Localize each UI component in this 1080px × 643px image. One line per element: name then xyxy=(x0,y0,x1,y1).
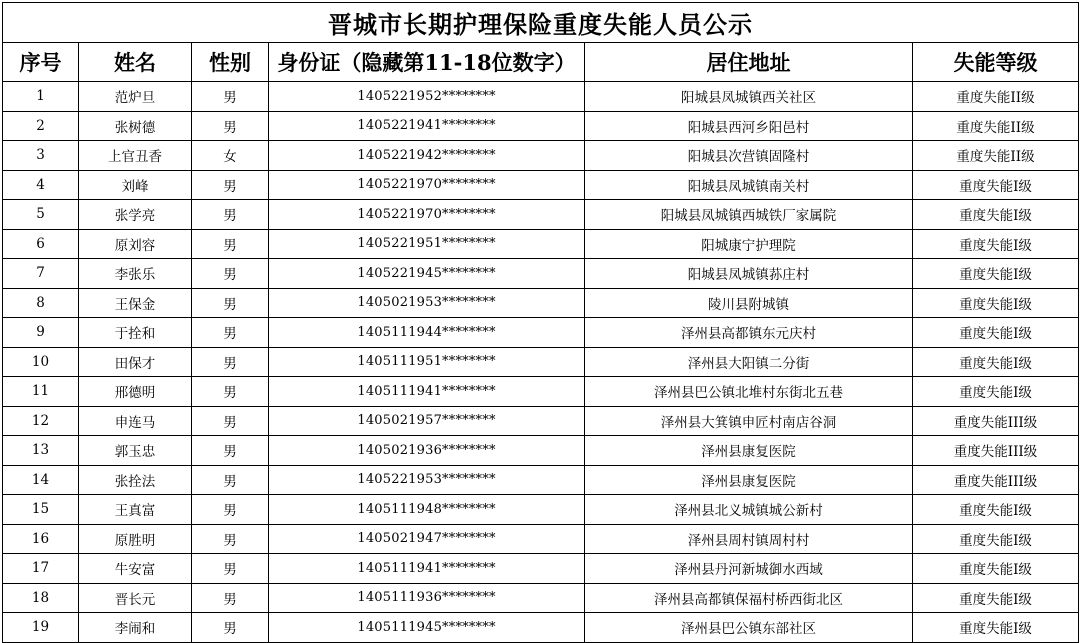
cell-no: 5 xyxy=(3,200,79,230)
cell-name: 刘峰 xyxy=(79,170,192,200)
table-row xyxy=(3,554,1079,584)
cell-address: 阳城县凤城镇西关社区 xyxy=(585,82,913,112)
cell-level: 重度失能II级 xyxy=(913,82,1079,112)
cell-gender: 男 xyxy=(192,495,269,525)
cell-id: 1405021953******** xyxy=(269,288,585,318)
cell-name: 郭玉忠 xyxy=(79,436,192,466)
cell-id: 1405111951******** xyxy=(269,347,585,377)
column-header-gender: 性别 xyxy=(192,43,269,82)
cell-address: 泽州县周村镇周村村 xyxy=(585,524,913,554)
cell-id: 1405221970******** xyxy=(269,170,585,200)
cell-no: 6 xyxy=(3,229,79,259)
cell-gender: 男 xyxy=(192,436,269,466)
cell-name: 范炉旦 xyxy=(79,82,192,112)
cell-id: 1405221951******** xyxy=(269,229,585,259)
cell-address: 阳城康宁护理院 xyxy=(585,229,913,259)
table-row xyxy=(3,82,1079,112)
roster-body xyxy=(3,82,1079,643)
table-row xyxy=(3,141,1079,171)
column-header-level: 失能等级 xyxy=(913,43,1079,82)
table-row xyxy=(3,200,1079,230)
cell-gender: 女 xyxy=(192,141,269,171)
cell-no: 13 xyxy=(3,436,79,466)
table-row xyxy=(3,347,1079,377)
cell-gender: 男 xyxy=(192,111,269,141)
cell-address: 陵川县附城镇 xyxy=(585,288,913,318)
cell-name: 于拴和 xyxy=(79,318,192,348)
table-row xyxy=(3,229,1079,259)
cell-level: 重度失能III级 xyxy=(913,465,1079,495)
cell-gender: 男 xyxy=(192,554,269,584)
cell-address: 阳城县凤城镇西城铁厂家属院 xyxy=(585,200,913,230)
cell-no: 14 xyxy=(3,465,79,495)
cell-gender: 男 xyxy=(192,318,269,348)
cell-no: 10 xyxy=(3,347,79,377)
cell-no: 17 xyxy=(3,554,79,584)
cell-address: 泽州县巴公镇东部社区 xyxy=(585,613,913,643)
cell-gender: 男 xyxy=(192,82,269,112)
cell-no: 19 xyxy=(3,613,79,643)
cell-name: 牛安富 xyxy=(79,554,192,584)
title-row xyxy=(3,3,1079,43)
cell-id: 1405021936******** xyxy=(269,436,585,466)
cell-gender: 男 xyxy=(192,377,269,407)
cell-name: 张拴法 xyxy=(79,465,192,495)
cell-level: 重度失能I级 xyxy=(913,259,1079,289)
cell-level: 重度失能I级 xyxy=(913,377,1079,407)
table-row xyxy=(3,288,1079,318)
table-row xyxy=(3,613,1079,643)
cell-address: 阳城县西河乡阳邑村 xyxy=(585,111,913,141)
cell-no: 9 xyxy=(3,318,79,348)
cell-level: 重度失能I级 xyxy=(913,613,1079,643)
cell-address: 泽州县高都镇东元庆村 xyxy=(585,318,913,348)
cell-no: 8 xyxy=(3,288,79,318)
cell-name: 李闹和 xyxy=(79,613,192,643)
cell-name: 晋长元 xyxy=(79,583,192,613)
cell-level: 重度失能I级 xyxy=(913,288,1079,318)
cell-id: 1405221953******** xyxy=(269,465,585,495)
column-header-id: 身份证（隐藏第11-18位数字） xyxy=(269,43,585,82)
cell-gender: 男 xyxy=(192,465,269,495)
cell-address: 泽州县丹河新城御水西域 xyxy=(585,554,913,584)
cell-gender: 男 xyxy=(192,229,269,259)
cell-id: 1405111944******** xyxy=(269,318,585,348)
table-row xyxy=(3,465,1079,495)
cell-no: 11 xyxy=(3,377,79,407)
cell-level: 重度失能I级 xyxy=(913,170,1079,200)
cell-address: 泽州县康复医院 xyxy=(585,436,913,466)
cell-name: 原胜明 xyxy=(79,524,192,554)
roster-table xyxy=(2,2,1079,643)
cell-no: 3 xyxy=(3,141,79,171)
cell-level: 重度失能I级 xyxy=(913,318,1079,348)
cell-gender: 男 xyxy=(192,583,269,613)
cell-id: 1405111948******** xyxy=(269,495,585,525)
cell-no: 16 xyxy=(3,524,79,554)
cell-address: 阳城县凤城镇南关村 xyxy=(585,170,913,200)
cell-name: 申连马 xyxy=(79,406,192,436)
cell-id: 1405111936******** xyxy=(269,583,585,613)
cell-no: 1 xyxy=(3,82,79,112)
table-row xyxy=(3,436,1079,466)
table-row xyxy=(3,111,1079,141)
cell-gender: 男 xyxy=(192,347,269,377)
cell-level: 重度失能I级 xyxy=(913,524,1079,554)
cell-address: 泽州县北义城镇城公新村 xyxy=(585,495,913,525)
page-title: 晋城市长期护理保险重度失能人员公示 xyxy=(3,3,1079,43)
cell-id: 1405111941******** xyxy=(269,554,585,584)
cell-address: 阳城县次营镇固隆村 xyxy=(585,141,913,171)
cell-no: 18 xyxy=(3,583,79,613)
cell-gender: 男 xyxy=(192,259,269,289)
table-row xyxy=(3,170,1079,200)
cell-no: 2 xyxy=(3,111,79,141)
cell-no: 12 xyxy=(3,406,79,436)
column-header-address: 居住地址 xyxy=(585,43,913,82)
cell-name: 王保金 xyxy=(79,288,192,318)
cell-gender: 男 xyxy=(192,200,269,230)
cell-level: 重度失能II级 xyxy=(913,141,1079,171)
cell-id: 1405221952******** xyxy=(269,82,585,112)
cell-name: 邢德明 xyxy=(79,377,192,407)
cell-id: 1405021947******** xyxy=(269,524,585,554)
cell-no: 7 xyxy=(3,259,79,289)
cell-id: 1405111941******** xyxy=(269,377,585,407)
cell-no: 4 xyxy=(3,170,79,200)
cell-name: 上官丑香 xyxy=(79,141,192,171)
cell-gender: 男 xyxy=(192,613,269,643)
cell-gender: 男 xyxy=(192,288,269,318)
cell-name: 原刘容 xyxy=(79,229,192,259)
cell-level: 重度失能I级 xyxy=(913,229,1079,259)
cell-name: 张学亮 xyxy=(79,200,192,230)
table-row xyxy=(3,495,1079,525)
table-row xyxy=(3,318,1079,348)
cell-id: 1405221945******** xyxy=(269,259,585,289)
cell-level: 重度失能I级 xyxy=(913,554,1079,584)
cell-address: 泽州县大箕镇申匠村南店谷洞 xyxy=(585,406,913,436)
cell-address: 泽州县巴公镇北堆村东街北五巷 xyxy=(585,377,913,407)
cell-no: 15 xyxy=(3,495,79,525)
cell-level: 重度失能I级 xyxy=(913,347,1079,377)
cell-level: 重度失能I级 xyxy=(913,200,1079,230)
cell-name: 张树德 xyxy=(79,111,192,141)
cell-id: 1405021957******** xyxy=(269,406,585,436)
table-row xyxy=(3,583,1079,613)
column-header-no: 序号 xyxy=(3,43,79,82)
cell-address: 阳城县凤城镇荪庄村 xyxy=(585,259,913,289)
cell-name: 田保才 xyxy=(79,347,192,377)
cell-level: 重度失能III级 xyxy=(913,436,1079,466)
table-row xyxy=(3,524,1079,554)
cell-level: 重度失能II级 xyxy=(913,111,1079,141)
cell-name: 王真富 xyxy=(79,495,192,525)
cell-level: 重度失能I级 xyxy=(913,495,1079,525)
column-header-name: 姓名 xyxy=(79,43,192,82)
cell-gender: 男 xyxy=(192,170,269,200)
cell-address: 泽州县高都镇保福村桥西街北区 xyxy=(585,583,913,613)
cell-id: 1405221941******** xyxy=(269,111,585,141)
cell-id: 1405221970******** xyxy=(269,200,585,230)
cell-id: 1405111945******** xyxy=(269,613,585,643)
cell-gender: 男 xyxy=(192,524,269,554)
cell-name: 李张乐 xyxy=(79,259,192,289)
table-row xyxy=(3,377,1079,407)
cell-level: 重度失能I级 xyxy=(913,583,1079,613)
cell-id: 1405221942******** xyxy=(269,141,585,171)
notice-sheet xyxy=(0,2,1080,643)
cell-address: 泽州县大阳镇二分街 xyxy=(585,347,913,377)
cell-gender: 男 xyxy=(192,406,269,436)
table-row xyxy=(3,259,1079,289)
cell-level: 重度失能III级 xyxy=(913,406,1079,436)
cell-address: 泽州县康复医院 xyxy=(585,465,913,495)
header-row xyxy=(3,43,1079,82)
table-row xyxy=(3,406,1079,436)
